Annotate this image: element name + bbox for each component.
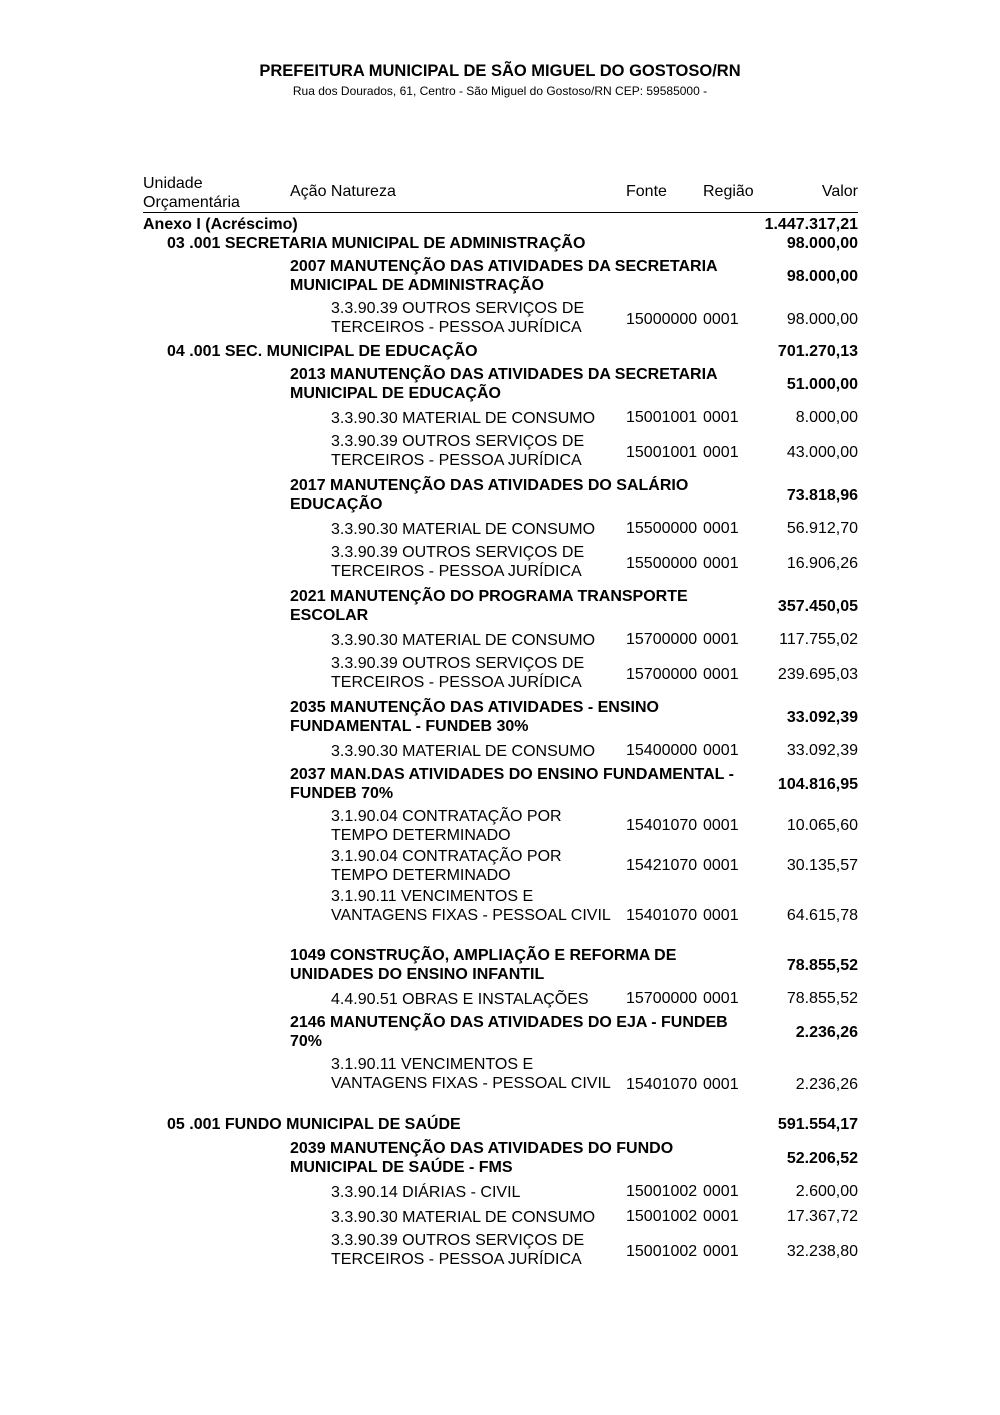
row-regiao: 0001 [703, 631, 739, 648]
row-fonte: 15401070 [626, 1076, 698, 1093]
row-fonte: 15000000 [626, 311, 698, 328]
row-label: 05 .001 FUNDO MUNICIPAL DE SAÚDE [167, 1116, 461, 1133]
row-valor: 98.000,00 [786, 235, 858, 252]
row-regiao: 0001 [703, 444, 739, 461]
row-regiao: 0001 [703, 1076, 739, 1093]
table-row [143, 1013, 858, 1055]
table-row [143, 1206, 858, 1231]
row-label: 3.3.90.39 OUTROS SERVIÇOS DE TERCEIROS - PESSOA JURÍDICA [331, 655, 585, 691]
table-row [143, 765, 858, 807]
row-regiao: 0001 [703, 857, 739, 874]
row-label: 2017 MANUTENÇÃO DAS ATIVIDADES DO SALÁRIO EDUCAÇÃO [290, 477, 689, 513]
row-label: 3.3.90.30 MATERIAL DE CONSUMO [331, 632, 596, 649]
table-row [143, 1231, 858, 1275]
table-row [143, 432, 858, 476]
column-acao-natureza: Ação Natureza [290, 183, 396, 200]
row-valor: 8.000,00 [795, 409, 858, 426]
column-regiao: Região [703, 183, 754, 200]
table-row [143, 365, 858, 407]
row-fonte: 15401070 [626, 907, 698, 924]
row-regiao: 0001 [703, 742, 739, 759]
row-label: 3.1.90.04 CONTRATAÇÃO POR TEMPO DETERMINADO [331, 808, 562, 844]
row-label: 2021 MANUTENÇÃO DO PROGRAMA TRANSPORTE ESCOLAR [290, 588, 688, 624]
table-row [143, 1139, 858, 1181]
table-row [143, 216, 858, 235]
row-regiao: 0001 [703, 311, 739, 328]
row-valor: 30.135,57 [786, 857, 858, 874]
table-row [143, 518, 858, 543]
row-valor: 16.906,26 [786, 555, 858, 572]
row-label: Anexo I (Acréscimo) [143, 216, 298, 233]
row-valor: 56.912,70 [786, 520, 858, 537]
table-row [143, 587, 858, 629]
row-fonte: 15001002 [626, 1208, 698, 1225]
row-valor: 591.554,17 [777, 1116, 858, 1133]
row-label: 2035 MANUTENÇÃO DAS ATIVIDADES - ENSINO FUNDAMENTAL - FUNDEB 30% [290, 699, 659, 735]
row-label: 2146 MANUTENÇÃO DAS ATIVIDADES DO EJA - FUNDEB 70% [290, 1014, 728, 1050]
column-unidade [143, 174, 240, 212]
row-fonte: 15001001 [626, 444, 698, 461]
row-valor: 1.447.317,21 [764, 216, 858, 233]
row-regiao: 0001 [703, 1243, 739, 1260]
row-regiao: 0001 [703, 990, 739, 1007]
row-valor: 17.367,72 [786, 1208, 858, 1225]
row-label: 4.4.90.51 OBRAS E INSTALAÇÕES [331, 991, 589, 1008]
row-fonte: 15700000 [626, 631, 698, 648]
row-valor: 33.092,39 [786, 742, 858, 759]
row-valor: 2.236,26 [795, 1076, 858, 1093]
row-label: 3.3.90.39 OUTROS SERVIÇOS DE TERCEIROS - PESSOA JURÍDICA [331, 300, 585, 336]
table-row [143, 654, 858, 698]
row-label: 2013 MANUTENÇÃO DAS ATIVIDADES DA SECRETARIA MUNICIPAL DE EDUCAÇÃO [290, 366, 718, 402]
row-valor: 51.000,00 [786, 376, 858, 393]
table-row [143, 988, 858, 1013]
row-label: 3.1.90.11 VENCIMENTOS E VANTAGENS FIXAS - PESSOAL CIVIL [331, 888, 611, 924]
table-row [143, 299, 858, 343]
row-label: 3.3.90.39 OUTROS SERVIÇOS DE TERCEIROS - PESSOA JURÍDICA [331, 433, 585, 469]
row-label: 04 .001 SEC. MUNICIPAL DE EDUCAÇÃO [167, 343, 478, 360]
row-label: 1049 CONSTRUÇÃO, AMPLIAÇÃO E REFORMA DE UNIDADES DO ENSINO INFANTIL [290, 947, 677, 983]
row-fonte: 15700000 [626, 666, 698, 683]
table-header [143, 172, 858, 213]
row-regiao: 0001 [703, 907, 739, 924]
row-regiao: 0001 [703, 666, 739, 683]
table-row [143, 807, 858, 847]
table-row [143, 476, 858, 518]
column-fonte: Fonte [626, 183, 667, 200]
row-valor: 2.600,00 [795, 1183, 858, 1200]
row-label: 3.1.90.04 CONTRATAÇÃO POR TEMPO DETERMINADO [331, 848, 562, 884]
row-valor: 52.206,52 [786, 1150, 858, 1167]
row-fonte: 15500000 [626, 520, 698, 537]
row-valor: 78.855,52 [786, 990, 858, 1007]
column-unidade-line2: Orçamentária [143, 194, 240, 211]
table-row [143, 235, 858, 257]
table-row [143, 1181, 858, 1206]
table-row [143, 343, 858, 365]
row-label: 3.3.90.30 MATERIAL DE CONSUMO [331, 1209, 596, 1226]
table-row [143, 1055, 858, 1116]
row-label: 3.3.90.30 MATERIAL DE CONSUMO [331, 521, 596, 538]
row-valor: 104.816,95 [777, 776, 858, 793]
row-regiao: 0001 [703, 1208, 739, 1225]
row-label: 3.3.90.30 MATERIAL DE CONSUMO [331, 410, 596, 427]
row-valor: 10.065,60 [786, 817, 858, 834]
row-label: 3.3.90.39 OUTROS SERVIÇOS DE TERCEIROS - PESSOA JURÍDICA [331, 544, 585, 580]
address-line: Rua dos Dourados, 61, Centro - São Miguel do Gostoso/RN CEP: 59585000 - [292, 84, 708, 98]
row-fonte: 15700000 [626, 990, 698, 1007]
column-valor: Valor [821, 183, 858, 200]
row-fonte: 15001002 [626, 1243, 698, 1260]
row-valor: 2.236,26 [795, 1024, 858, 1041]
row-label: 3.1.90.11 VENCIMENTOS E VANTAGENS FIXAS - PESSOAL CIVIL [331, 1056, 611, 1092]
row-fonte: 15001001 [626, 409, 698, 426]
table-row [143, 543, 858, 587]
row-regiao: 0001 [703, 520, 739, 537]
table-row [143, 407, 858, 432]
row-fonte: 15421070 [626, 857, 698, 874]
row-label: 3.3.90.39 OUTROS SERVIÇOS DE TERCEIROS - PESSOA JURÍDICA [331, 1232, 585, 1268]
row-valor: 33.092,39 [786, 709, 858, 726]
row-label: 03 .001 SECRETARIA MUNICIPAL DE ADMINISTRAÇÃO [167, 235, 586, 252]
row-valor: 64.615,78 [786, 907, 858, 924]
row-label: 2037 MAN.DAS ATIVIDADES DO ENSINO FUNDAMENTAL - FUNDEB 70% [290, 766, 734, 802]
budget-table-body [143, 216, 858, 1275]
row-valor: 701.270,13 [777, 343, 858, 360]
row-regiao: 0001 [703, 1183, 739, 1200]
row-label: 3.3.90.14 DIÁRIAS - CIVIL [331, 1184, 521, 1201]
row-fonte: 15400000 [626, 742, 698, 759]
table-row [143, 698, 858, 740]
row-valor: 239.695,03 [777, 666, 858, 683]
row-valor: 117.755,02 [779, 631, 858, 648]
table-row [143, 847, 858, 887]
row-regiao: 0001 [703, 817, 739, 834]
table-row [143, 740, 858, 765]
row-valor: 73.818,96 [786, 487, 858, 504]
table-row [143, 887, 858, 946]
row-label: 2007 MANUTENÇÃO DAS ATIVIDADES DA SECRETARIA MUNICIPAL DE ADMINISTRAÇÃO [290, 258, 718, 294]
page-title: PREFEITURA MUNICIPAL DE SÃO MIGUEL DO GOSTOSO/RN [259, 62, 741, 80]
row-valor: 43.000,00 [786, 444, 858, 461]
row-fonte: 15401070 [626, 817, 698, 834]
row-label: 3.3.90.30 MATERIAL DE CONSUMO [331, 743, 596, 760]
row-regiao: 0001 [703, 409, 739, 426]
column-unidade-line1: Unidade [143, 175, 203, 192]
table-row [143, 1116, 858, 1139]
row-valor: 32.238,80 [786, 1243, 858, 1260]
row-fonte: 15001002 [626, 1183, 698, 1200]
table-row [143, 257, 858, 299]
row-fonte: 15500000 [626, 555, 698, 572]
row-label: 2039 MANUTENÇÃO DAS ATIVIDADES DO FUNDO MUNICIPAL DE SAÚDE - FMS [290, 1140, 674, 1176]
row-regiao: 0001 [703, 555, 739, 572]
table-row [143, 629, 858, 654]
table-row [143, 946, 858, 988]
row-valor: 78.855,52 [786, 957, 858, 974]
row-valor: 98.000,00 [786, 311, 858, 328]
row-valor: 357.450,05 [777, 598, 858, 615]
row-valor: 98.000,00 [786, 268, 858, 285]
